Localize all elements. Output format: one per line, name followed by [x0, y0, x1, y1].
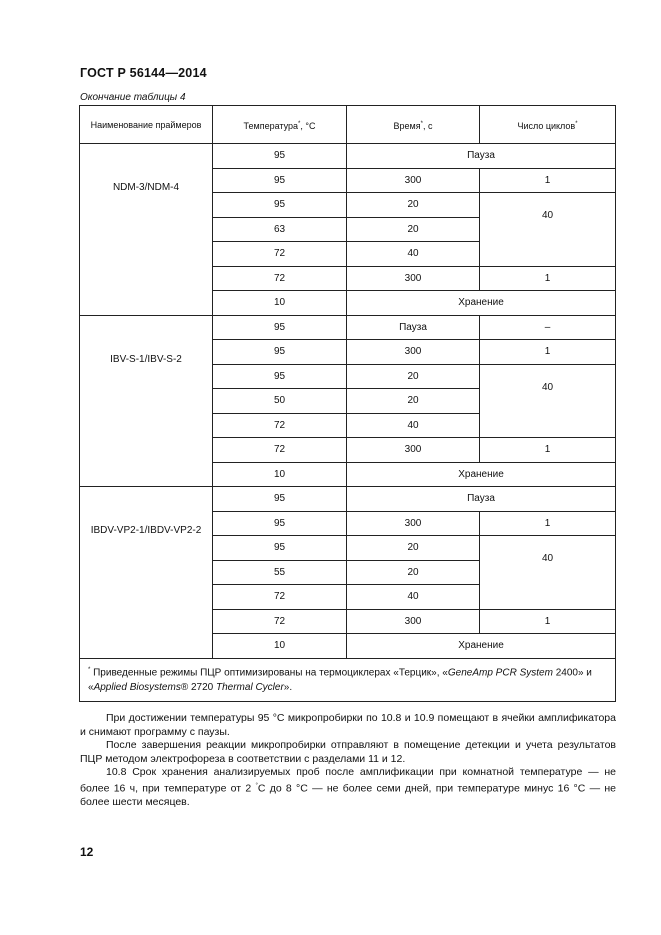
time-cell: 300	[347, 266, 480, 291]
table-caption: Окончание таблицы 4	[80, 92, 186, 103]
cycles-cell: 1	[480, 511, 616, 536]
pcr-program-table	[79, 105, 616, 702]
header-temperature: Температура*, °С	[213, 106, 347, 144]
temperature-cell: 95	[213, 536, 347, 561]
temperature-cell: 95	[213, 168, 347, 193]
table-row	[80, 487, 616, 512]
time-cell: 300	[347, 340, 480, 365]
temperature-cell: 72	[213, 585, 347, 610]
temperature-cell: 10	[213, 291, 347, 316]
table-header-row	[80, 106, 616, 144]
time-cell: 40	[347, 242, 480, 267]
temperature-cell: 95	[213, 193, 347, 218]
time-cell: 300	[347, 511, 480, 536]
primer-name-cell: NDM-3/NDM-4	[80, 144, 213, 316]
header-primer: Наименование праймеров	[80, 106, 213, 144]
temperature-cell: 72	[213, 609, 347, 634]
time-cell: 20	[347, 389, 480, 414]
storage-cell: Хранение	[347, 291, 616, 316]
temperature-cell: 50	[213, 389, 347, 414]
header-time: Время*, с	[347, 106, 480, 144]
time-cell: 20	[347, 364, 480, 389]
temperature-cell: 72	[213, 266, 347, 291]
time-cell: 300	[347, 438, 480, 463]
primer-name-cell: IBDV-VP2-1/IBDV-VP2-2	[80, 487, 213, 659]
cycles-cell: 1	[480, 609, 616, 634]
temperature-cell: 63	[213, 217, 347, 242]
time-cell: 300	[347, 609, 480, 634]
cycles-cell: 1	[480, 168, 616, 193]
time-cell: 20	[347, 217, 480, 242]
temperature-cell: 95	[213, 487, 347, 512]
document-header: ГОСТ Р 56144—2014	[80, 66, 207, 80]
cycles-cell: 40	[480, 193, 616, 267]
cycles-cell: 1	[480, 266, 616, 291]
temperature-cell: 95	[213, 364, 347, 389]
pause-cell: Пауза	[347, 144, 616, 169]
temperature-cell: 72	[213, 438, 347, 463]
paragraph-heating: При достижении температуры 95 °С микропробирки по 10.8 и 10.9 помещают в ячейки амплификатора и снимают программу с паузы.	[80, 712, 616, 738]
temperature-cell: 10	[213, 634, 347, 659]
storage-cell: Хранение	[347, 634, 616, 659]
table-footnote: * Приведенные режимы ПЦР оптимизированы на термоциклерах «Терцик», «GeneAmp PCR System 2400» и «Applied Biosystems® 2720 Thermal Cycler».	[80, 658, 616, 701]
footnote-row	[80, 658, 616, 701]
paragraph-storage: 10.8 Срок хранения анализируемых проб после амплификации при комнатной температуре — не более 16 ч, при температуре от 2 °С до 8 °С — не более семи дней, при температуре минус 16 °С — не более шести месяцев.	[80, 766, 616, 808]
cycles-cell: 40	[480, 364, 616, 438]
time-cell: 40	[347, 585, 480, 610]
table-row	[80, 315, 616, 340]
primer-name-cell: IBV-S-1/IBV-S-2	[80, 315, 213, 487]
time-cell: 300	[347, 168, 480, 193]
temperature-cell: 95	[213, 315, 347, 340]
time-cell: 20	[347, 536, 480, 561]
temperature-cell: 55	[213, 560, 347, 585]
temperature-cell: 72	[213, 242, 347, 267]
paragraph-detection: После завершения реакции микропробирки отправляют в помещение детекции и учета результатов ПЦР методом электрофореза в соответствии с разделами 11 и 12.	[80, 739, 616, 765]
table-row	[80, 144, 616, 169]
temperature-cell: 10	[213, 462, 347, 487]
time-cell: 20	[347, 560, 480, 585]
temperature-cell: 95	[213, 340, 347, 365]
storage-cell: Хранение	[347, 462, 616, 487]
time-cell: 20	[347, 193, 480, 218]
header-cycles: Число циклов*	[480, 106, 616, 144]
pause-cell: Пауза	[347, 487, 616, 512]
temperature-cell: 95	[213, 144, 347, 169]
cycles-cell: 40	[480, 536, 616, 610]
temperature-cell: 72	[213, 413, 347, 438]
cycles-cell: 1	[480, 438, 616, 463]
cycles-cell: 1	[480, 340, 616, 365]
cycles-cell: –	[480, 315, 616, 340]
time-cell: Пауза	[347, 315, 480, 340]
time-cell: 40	[347, 413, 480, 438]
page-number: 12	[80, 845, 94, 859]
temperature-cell: 95	[213, 511, 347, 536]
